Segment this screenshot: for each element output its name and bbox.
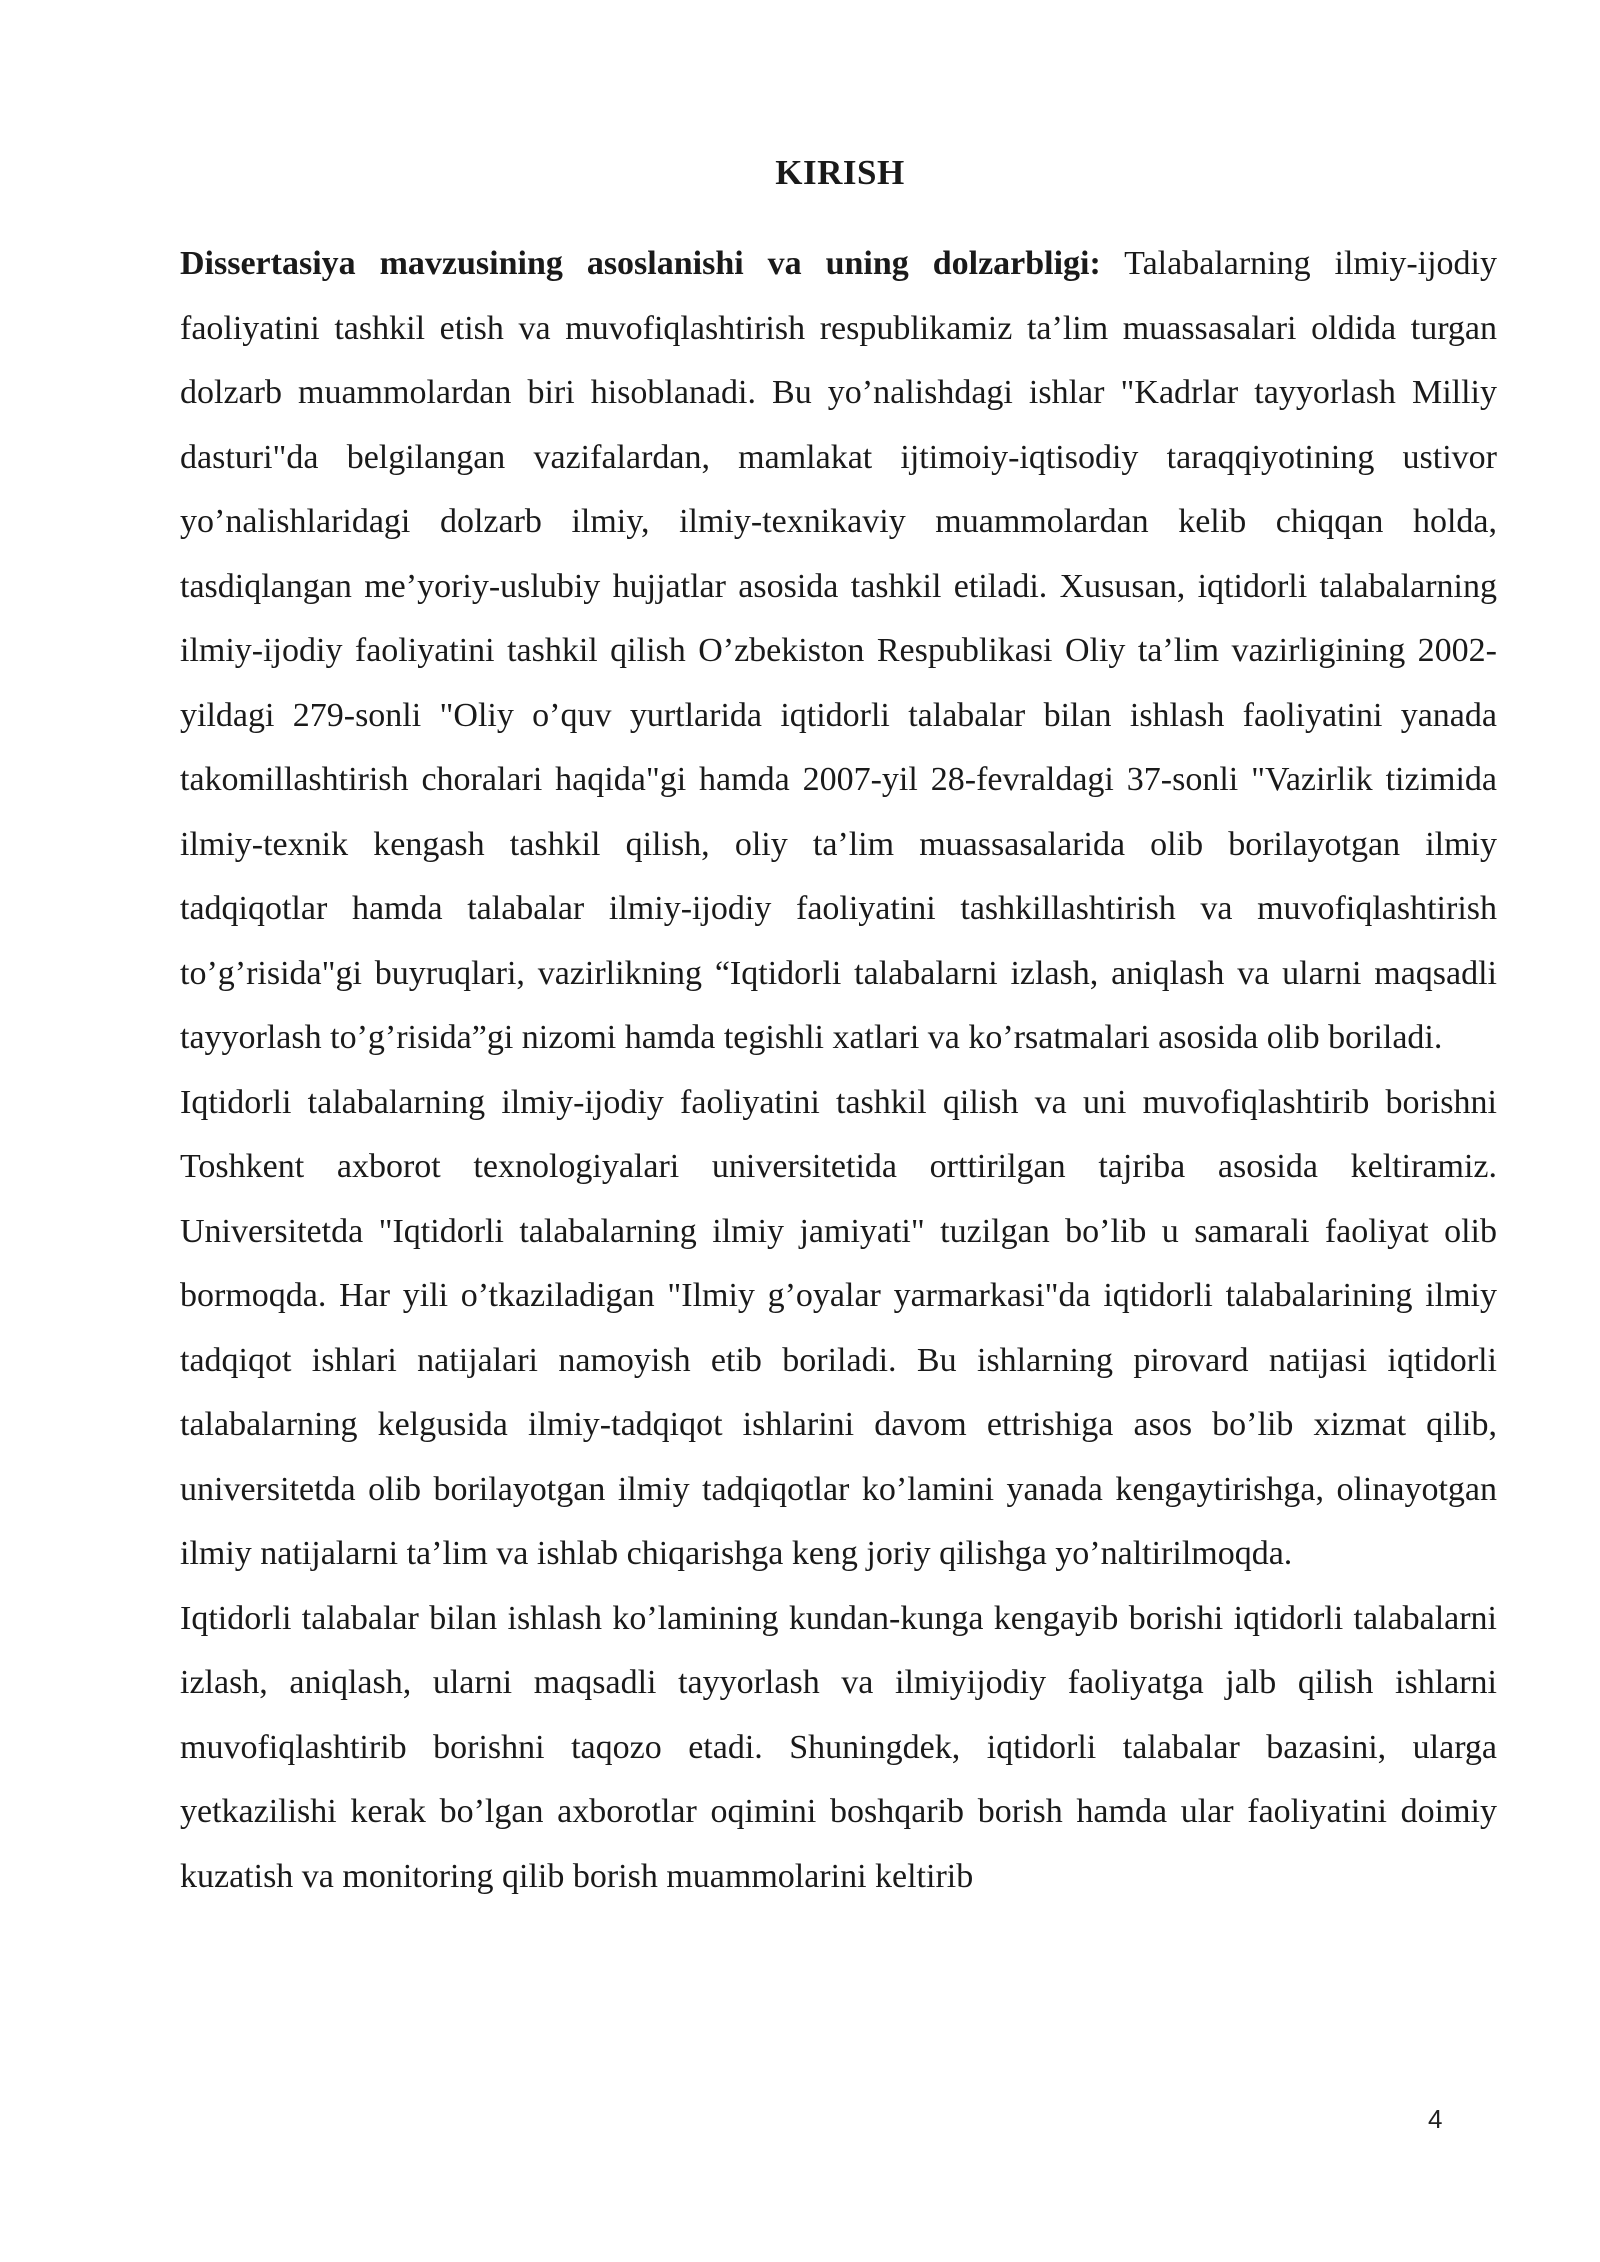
- paragraph-1: [180, 232, 1497, 1071]
- paragraph-2: [180, 1071, 1497, 1587]
- paragraph-1-text: Talabalarning ilmiy-ijodiy faoliyatini tashkil etish va muvofiqlashtirish respublikamiz ta’lim muassasalari oldida turgan dolzarb muammolardan biri hisoblanadi. Bu yo’nalishdagi ishlar "Kadrlar tayyorlash Milliy dasturi"da belgilangan vazifalardan, mamlakat ijtimoiy-iqtisodiy taraqqiyotining ustivor yo’nalishlaridagi dolzarb ilmiy, ilmiy-texnikaviy muammolardan kelib chiqqan holda, tasdiqlangan me’yoriy-uslubiy hujjatlar asosida tashkil etiladi. Xususan, iqtidorli talabalarning ilmiy-ijodiy faoliyatini tashkil qilish O’zbekiston Respublikasi Oliy ta’lim vazirligining 2002-yildagi 279-sonli "Oliy o’quv yurtlarida iqtidorli talabalar bilan ishlash faoliyatini yanada takomillashtirish choralari haqida"gi hamda 2007-yil 28-fevraldagi 37-sonli "Vazirlik tizimida ilmiy-texnik kengash tashkil qilish, oliy ta’lim muassasalarida olib borilayotgan ilmiy tadqiqotlar hamda talabalar ilmiy-ijodiy faoliyatini tashkillashtirish va muvofiqlashtirish to’g’risida"gi buyruqlari, vazirlikning “Iqtidorli talabalarni izlash, aniqlash va ularni maqsadli tayyorlash to’g’risida”gi nizomi hamda tegishli xatlari va ko’rsatmalari asosida olib boriladi.: [180, 245, 1497, 1056]
- paragraph-2-text: Iqtidorli talabalarning ilmiy-ijodiy faoliyatini tashkil qilish va uni muvofiqlashtirib borishni Toshkent axborot texnologiyalari universitetida orttirilgan tajriba asosida keltiramiz. Universitetda "Iqtidorli talabalarning ilmiy jamiyati" tuzilgan bo’lib u samarali faoliyat olib bormoqda. Har yili o’tkaziladigan "Ilmiy g’oyalar yarmarkasi"da iqtidorli talabalarining ilmiy tadqiqot ishlari natijalari namoyish etib boriladi. Bu ishlarning pirovard natijasi iqtidorli talabalarning kelgusida ilmiy-tadqiqot ishlarini davom ettrishiga asos bo’lib xizmat qilib, universitetda olib borilayotgan ilmiy tadqiqotlar ko’lamini yanada kengaytirishga, olinayotgan ilmiy natijalarni ta’lim va ishlab chiqarishga keng joriy qilishga yo’naltirilmoqda.: [180, 1083, 1497, 1572]
- document-body: [180, 232, 1497, 1909]
- page-title: KIRISH: [775, 153, 905, 192]
- page-number: 4: [1428, 2104, 1443, 2134]
- paragraph-1-lead: Dissertasiya mavzusining asoslanishi va uning dolzarbligi:: [180, 245, 1101, 282]
- paragraph-3-text: Iqtidorli talabalar bilan ishlash ko’lamining kundan-kunga kengayib borishi iqtidorli talabalarni izlash, aniqlash, ularni maqsadli tayyorlash va ilmiyijodiy faoliyatga jalb qilish ishlarni muvofiqlashtirib borishni taqozo etadi. Shuningdek, iqtidorli talabalar bazasini, ularga yetkazilishi kerak bo’lgan axborotlar oqimini boshqarib borish hamda ular faoliyatini doimiy kuzatish va monitoring qilib borish muammolarini keltirib: [180, 1599, 1497, 1895]
- paragraph-3: [180, 1587, 1497, 1910]
